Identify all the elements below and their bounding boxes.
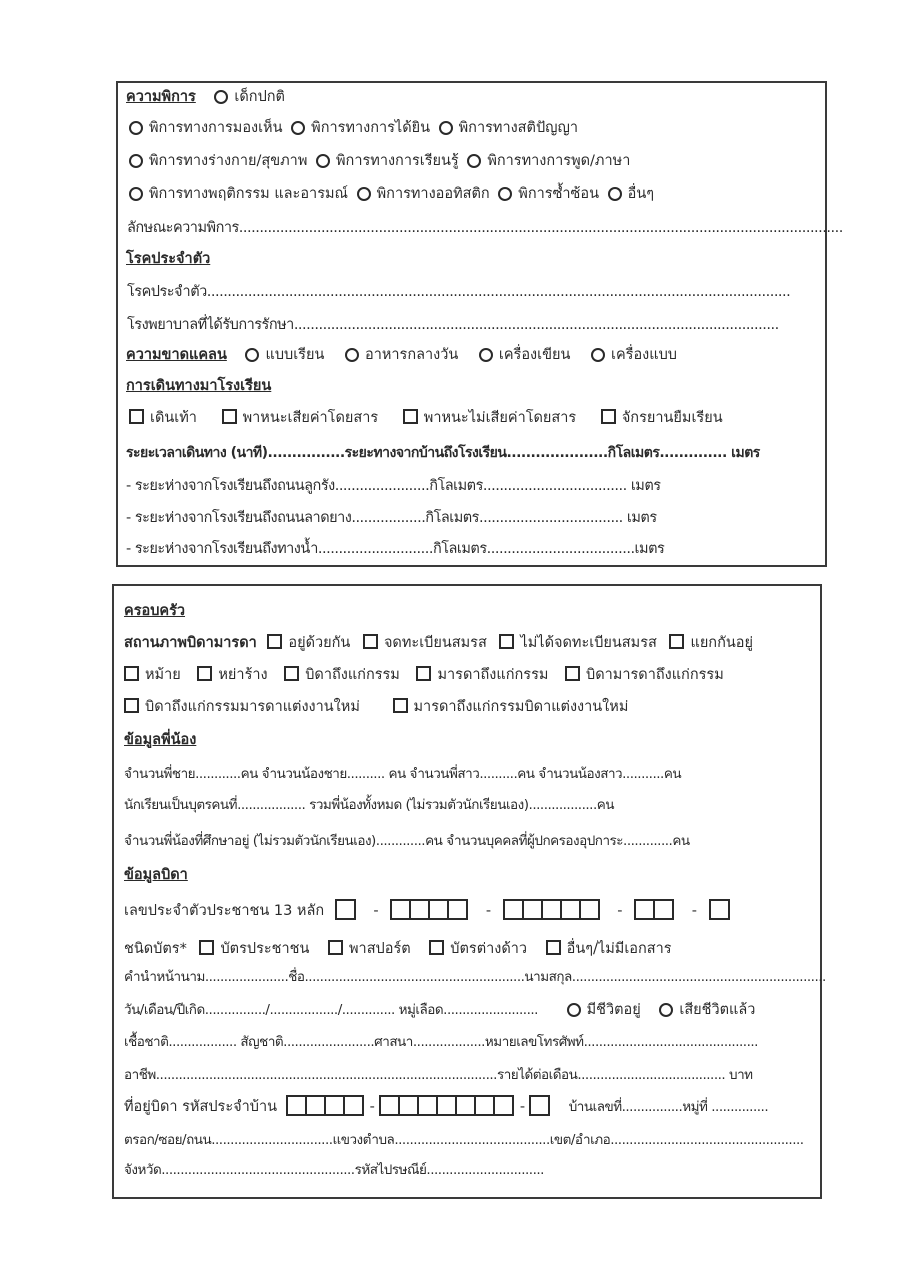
checkbox-father-deceased[interactable] [284,666,299,681]
house-number-field[interactable]: บ้านเลขที่................หมู่ที่ ............... [568,1099,769,1115]
option-father-deceased-mother-remarried: บิดาถึงแก่กรรมมารดาแต่งงานใหม่ [145,699,360,715]
checkbox-living-together[interactable] [267,634,282,649]
disability-nature-field[interactable]: ลักษณะความพิการ................................................................................................................................................... [127,220,843,236]
house-code-box[interactable] [286,1095,307,1116]
lack-row [126,344,681,366]
radio-multiple[interactable] [498,187,512,201]
option-multiple: พิการซ้ำซ้อน [518,186,600,202]
radio-physical[interactable] [129,154,143,168]
option-father-deceased: บิดาถึงแก่กรรม [305,667,400,683]
option-lunch: อาหารกลางวัน [364,347,459,363]
house-code-separator: - [369,1099,375,1115]
option-living-together: อยู่ด้วยกัน [288,635,351,651]
option-borrowed-bicycle: จักรยานยืมเรียน [621,410,723,426]
travel-heading: การเดินทางมาโรงเรียน [126,378,272,394]
house-code-box[interactable] [343,1095,364,1116]
father-heading: ข้อมูลบิดา [124,867,188,883]
radio-deceased[interactable] [659,1003,673,1017]
house-code-box[interactable] [493,1095,514,1116]
father-address-row [124,1094,768,1120]
disease-field[interactable]: โรคประจำตัว.............................................................................................................................................. [127,284,791,300]
radio-speech[interactable] [467,154,481,168]
option-behavioral: พิการทางพฤติกรรม และอารมณ์ [149,186,348,202]
checkbox-divorced[interactable] [197,666,212,681]
option-divorced: หย่าร้าง [218,667,268,683]
option-learning: พิการทางการเรียนรู้ [336,153,459,169]
id-digit-box[interactable] [335,899,356,920]
option-id-card: บัตรประชาชน [220,941,310,957]
option-free-vehicle: พาหนะไม่เสียค่าโดยสาร [423,410,577,426]
distance-water-field[interactable]: - ระยะห่างจากโรงเรียนถึงทางน้ำ............................กิโลเมตร....................................เมตร [126,541,665,557]
parent-status-row-3 [124,696,632,718]
checkbox-other-document[interactable] [546,940,561,955]
id-digit-box[interactable] [541,899,562,920]
father-birth-field[interactable]: วัน/เดือน/ปีเกิด................/................../.............. หมู่เลือด......................... [124,1002,538,1018]
option-alive: มีชีวิตอยู่ [586,1002,641,1018]
option-both-deceased: บิดามารดาถึงแก่กรรม [586,667,724,683]
option-alien-card: บัตรต่างด้าว [450,941,528,957]
option-hearing: พิการทางการได้ยิน [311,120,431,136]
siblings-heading: ข้อมูลพี่น้อง [124,732,197,748]
house-code-box[interactable] [436,1095,457,1116]
option-visual: พิการทางการมองเห็น [149,120,283,136]
hospital-field[interactable]: โรงพยาบาลที่ได้รับการรักษา...................................................................................................................... [127,317,779,333]
option-intellectual: พิการทางสติปัญญา [458,120,578,136]
travel-time-distance-field[interactable]: ระยะเวลาเดินทาง (นาที)................ระยะทางจากบ้านถึงโรงเรียน.....................กิโลเมตร.............. เมตร [126,445,760,461]
checkbox-walk[interactable] [129,409,144,424]
house-code-box[interactable] [474,1095,495,1116]
house-code-box[interactable] [324,1095,345,1116]
option-walk: เดินเท้า [150,410,197,426]
checkbox-both-deceased[interactable] [565,666,580,681]
radio-lunch[interactable] [345,348,359,362]
option-uniform: เครื่องแบบ [611,347,677,363]
parent-status-row-1 [124,632,757,654]
option-stationery: เครื่องเขียน [498,347,571,363]
id-digit-box[interactable] [579,899,600,920]
house-code-box[interactable] [417,1095,438,1116]
option-separated: แยกกันอยู่ [690,635,753,651]
option-physical: พิการทางร่างกาย/สุขภาพ [149,153,308,169]
father-id-label: เลขประจำตัวประชาชน 13 หลัก [124,903,325,919]
checkbox-widowed[interactable] [124,666,139,681]
lack-heading: ความขาดแคลน [126,347,227,363]
radio-intellectual[interactable] [439,121,453,135]
house-code-box[interactable] [529,1095,550,1116]
option-deceased: เสียชีวิตแล้ว [679,1002,756,1018]
option-mother-deceased: มารดาถึงแก่กรรม [437,667,549,683]
checkbox-id-card[interactable] [199,940,214,955]
house-code-box[interactable] [398,1095,419,1116]
option-registered-marriage: จดทะเบียนสมรส [383,635,487,651]
option-other: อื่นๆ [627,186,655,202]
radio-visual[interactable] [129,121,143,135]
radio-alive[interactable] [567,1003,581,1017]
id-digit-box[interactable] [560,899,581,920]
father-id-row [124,898,736,924]
id-digit-box[interactable] [653,899,674,920]
id-separator: - [691,903,697,919]
option-passport: พาสปอร์ต [349,941,411,957]
checkbox-registered-marriage[interactable] [363,634,378,649]
radio-uniform[interactable] [591,348,605,362]
radio-stationery[interactable] [479,348,493,362]
checkbox-father-deceased-mother-remarried[interactable] [124,698,139,713]
option-widowed: หม้าย [145,667,181,683]
father-name-field[interactable]: คำนำหน้านาม......................ชื่อ..........................................................นามสกุล................................................................... [124,969,826,985]
id-digit-box[interactable] [409,899,430,920]
house-code-box[interactable] [455,1095,476,1116]
option-paid-vehicle: พาหนะเสียค่าโดยสาร [242,410,379,426]
id-separator: - [617,903,623,919]
father-road-field[interactable]: ตรอก/ซอย/ถนน................................แขวงตำบล.........................................เขต/อำเภอ................................................... [124,1132,804,1148]
radio-behavioral[interactable] [129,187,143,201]
radio-other[interactable] [608,187,622,201]
option-other-document: อื่นๆ/ไม่มีเอกสาร [566,941,672,957]
travel-mode-row [129,407,727,429]
birth-order-field[interactable]: นักเรียนเป็นบุตรคนที่.................. รวมพี่น้องทั้งหมด (ไม่รวมตัวนักเรียนเอง)..................คน [124,797,615,813]
father-job-field[interactable]: อาชีพ..........................................................................................รายได้ต่อเดือน....................................... บาท [124,1067,753,1083]
disability-heading: ความพิการ [126,89,196,105]
id-digit-box[interactable] [709,899,730,920]
father-race-field[interactable]: เชื้อชาติ.................. สัญชาติ........................ศาสนา...................หมายเลขโทรศัพท์.............................................. [124,1034,758,1050]
father-province-field[interactable]: จังหวัด...................................................รหัสไปรษณีย์............................... [124,1162,544,1178]
card-type-row [124,938,676,960]
checkbox-mother-deceased-father-remarried[interactable] [393,698,408,713]
siblings-count-field[interactable]: จำนวนพี่ชาย............คน จำนวนน้องชาย.......... คน จำนวนพี่สาว..........คน จำนวนน้องสาว...........คน [124,766,682,782]
checkbox-free-vehicle[interactable] [403,409,418,424]
house-code-box[interactable] [305,1095,326,1116]
id-digit-box[interactable] [634,899,655,920]
checkbox-mother-deceased[interactable] [416,666,431,681]
checkbox-passport[interactable] [328,940,343,955]
radio-hearing[interactable] [291,121,305,135]
option-unregistered-marriage: ไม่ได้จดทะเบียนสมรส [520,635,657,651]
siblings-studying-field[interactable]: จำนวนพี่น้องที่ศึกษาอยู่ (ไม่รวมตัวนักเรียนเอง).............คน จำนวนบุคคลที่ผู้ปกครองอุปการะ.............คน [124,833,690,849]
option-textbook: แบบเรียน [265,347,325,363]
distance-paved-field[interactable]: - ระยะห่างจากโรงเรียนถึงถนนลาดยาง..................กิโลเมตร................................... เมตร [126,510,657,526]
id-digit-box[interactable] [390,899,411,920]
checkbox-unregistered-marriage[interactable] [499,634,514,649]
parent-status-row-2 [124,664,728,686]
house-code-separator: - [519,1099,526,1115]
id-digit-box[interactable] [522,899,543,920]
checkbox-paid-vehicle[interactable] [222,409,237,424]
option-mother-deceased-father-remarried: มารดาถึงแก่กรรมบิดาแต่งงานใหม่ [413,699,629,715]
id-separator: - [485,903,492,919]
id-digit-box[interactable] [428,899,449,920]
disability-row-3 [129,183,658,205]
distance-laterite-field[interactable]: - ระยะห่างจากโรงเรียนถึงถนนลูกรัง.......................กิโลเมตร................................... เมตร [126,478,661,494]
id-digit-box[interactable] [503,899,524,920]
house-code-box[interactable] [379,1095,400,1116]
father-birth-row [124,999,759,1021]
disability-row-0 [126,86,285,108]
father-address-label: ที่อยู่บิดา รหัสประจำบ้าน [124,1099,278,1115]
radio-textbook[interactable] [245,348,259,362]
radio-normal[interactable] [214,90,228,104]
parent-status-label: สถานภาพบิดามารดา [124,635,257,651]
checkbox-alien-card[interactable] [429,940,444,955]
option-normal: เด็กปกติ [234,89,285,105]
disability-row-2 [129,150,634,172]
radio-autism[interactable] [357,187,371,201]
option-speech: พิการทางการพูด/ภาษา [487,153,631,169]
family-heading: ครอบครัว [124,603,186,619]
id-separator: - [373,903,379,919]
disability-row-1 [129,117,582,139]
radio-learning[interactable] [316,154,330,168]
disease-heading: โรคประจำตัว [126,251,211,267]
card-type-label: ชนิดบัตร* [124,941,187,957]
option-autism: พิการทางออทิสติก [376,186,490,202]
checkbox-separated[interactable] [669,634,684,649]
checkbox-borrowed-bicycle[interactable] [601,409,616,424]
id-digit-box[interactable] [447,899,468,920]
